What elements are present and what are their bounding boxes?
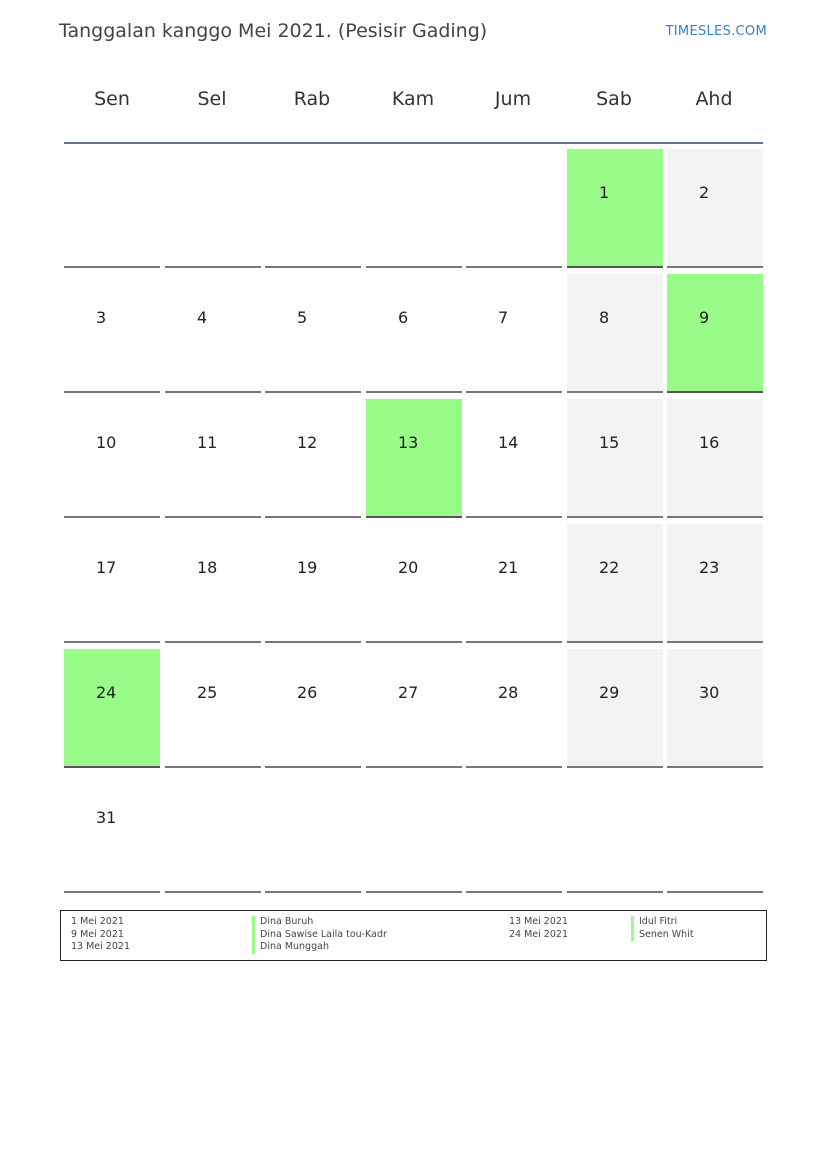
weekend-day-cell: [667, 524, 763, 643]
day-number: 3: [96, 308, 107, 327]
day-cell: [366, 524, 462, 643]
empty-day-cell: [466, 149, 562, 268]
day-number: 12: [297, 433, 318, 452]
weekday-label: Ahd: [695, 88, 733, 110]
day-cell: [466, 399, 562, 518]
day-number: 1: [599, 183, 610, 202]
weekend-day-cell: [567, 524, 663, 643]
legend-holiday-name: Dina Munggah: [252, 941, 387, 954]
day-number: 8: [599, 308, 610, 327]
day-number: 14: [498, 433, 519, 452]
day-number: 31: [96, 808, 117, 827]
weekday-label: Sen: [94, 88, 130, 110]
holiday-day-cell: [366, 399, 462, 518]
day-cell: [165, 649, 261, 768]
day-number: 17: [96, 558, 117, 577]
legend-names-right: [631, 916, 694, 941]
weekday-label: Jum: [494, 88, 532, 110]
legend-holiday-name: Senen Whit: [631, 929, 694, 942]
day-cell: [165, 399, 261, 518]
weekend-day-cell: [667, 149, 763, 268]
empty-day-cell: [265, 149, 361, 268]
day-cell: [165, 274, 261, 393]
day-number: 13: [398, 433, 419, 452]
empty-day-cell: [366, 774, 462, 893]
day-number: 16: [699, 433, 720, 452]
legend-date: 1 Mei 2021: [71, 916, 124, 927]
day-number: 30: [699, 683, 720, 702]
day-cell: [366, 649, 462, 768]
page-title: Tanggalan kanggo Mei 2021. (Pesisir Gading): [59, 20, 488, 42]
legend-date: 13 Mei 2021: [509, 916, 568, 927]
day-number: 22: [599, 558, 620, 577]
legend-holiday-name: Dina Buruh: [252, 916, 387, 929]
legend-holiday-name: Dina Sawise Laila tou-Kadr: [252, 929, 387, 942]
holiday-legend: [60, 910, 767, 961]
day-cell: [265, 399, 361, 518]
empty-day-cell: [165, 774, 261, 893]
legend-date: 24 Mei 2021: [509, 928, 568, 940]
day-number: 21: [498, 558, 519, 577]
day-number: 24: [96, 683, 117, 702]
weekend-day-cell: [567, 274, 663, 393]
holiday-day-cell: [64, 649, 160, 768]
brand-link[interactable]: TIMESLES.COM: [665, 24, 767, 39]
day-number: 26: [297, 683, 318, 702]
day-cell: [64, 399, 160, 518]
day-number: 25: [197, 683, 218, 702]
day-number: 4: [197, 308, 208, 327]
legend-dates-left: [71, 916, 130, 954]
day-number: 2: [699, 183, 710, 202]
day-number: 29: [599, 683, 620, 702]
legend-dates-right: [509, 916, 568, 941]
day-cell: [366, 274, 462, 393]
empty-day-cell: [466, 774, 562, 893]
day-number: 18: [197, 558, 218, 577]
day-cell: [466, 274, 562, 393]
empty-day-cell: [64, 149, 160, 268]
empty-day-cell: [667, 774, 763, 893]
day-cell: [265, 524, 361, 643]
day-number: 23: [699, 558, 720, 577]
weekday-header-row: [62, 88, 765, 120]
day-cell: [265, 649, 361, 768]
holiday-day-cell: [667, 274, 763, 393]
legend-names-left: [252, 916, 387, 954]
header-divider: [64, 142, 763, 144]
day-number: 27: [398, 683, 419, 702]
weekend-day-cell: [667, 649, 763, 768]
empty-day-cell: [165, 149, 261, 268]
empty-day-cell: [567, 774, 663, 893]
day-number: 28: [498, 683, 519, 702]
empty-day-cell: [265, 774, 361, 893]
day-cell: [265, 274, 361, 393]
legend-holiday-name: Idul Fitri: [631, 916, 694, 929]
weekday-label: Kam: [391, 88, 435, 110]
day-number: 20: [398, 558, 419, 577]
day-number: 19: [297, 558, 318, 577]
day-number: 7: [498, 308, 509, 327]
legend-date: 13 Mei 2021: [71, 941, 130, 952]
day-cell: [466, 524, 562, 643]
weekend-day-cell: [667, 399, 763, 518]
holiday-day-cell: [567, 149, 663, 268]
day-number: 10: [96, 433, 117, 452]
day-number: 9: [699, 308, 710, 327]
weekend-day-cell: [567, 399, 663, 518]
day-cell: [165, 524, 261, 643]
weekday-label: Sel: [197, 88, 227, 110]
calendar-grid: [64, 149, 764, 895]
day-cell: [64, 524, 160, 643]
weekday-label: Sab: [596, 88, 632, 110]
day-number: 5: [297, 308, 308, 327]
day-number: 15: [599, 433, 620, 452]
day-cell: [466, 649, 562, 768]
day-cell: [64, 274, 160, 393]
weekend-day-cell: [567, 649, 663, 768]
day-number: 6: [398, 308, 409, 327]
empty-day-cell: [366, 149, 462, 268]
day-number: 11: [197, 433, 218, 452]
weekday-label: Rab: [293, 88, 331, 110]
legend-date: 9 Mei 2021: [71, 928, 124, 940]
day-cell: [64, 774, 160, 893]
